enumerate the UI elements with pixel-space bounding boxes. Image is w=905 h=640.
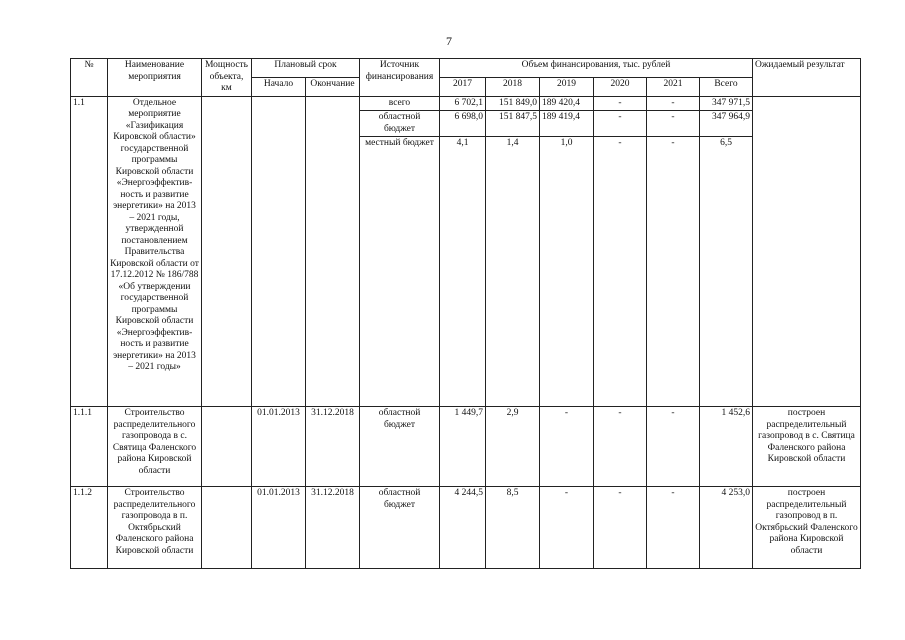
end-date: 31.12.2018 [306, 487, 360, 569]
table-row: 1.1.1 Строительство распределительного газопровода в с. Святица Фаленского района Кировской области 01.01.2013 31.12.2018 областной бюджет 1 449,7 2,9 - - - 1 452,6 построен распределительный газопровод в с. Святица Фаленского района Кировской области [71, 407, 861, 487]
source-cell: областной бюджет [360, 407, 440, 487]
start-date: 01.01.2013 [252, 487, 306, 569]
row-name: Отдельное мероприятие «Газификация Кировской области» государственной программы Кировской области «Энергоэффектив-ность и развитие энергетики» на 2013 – 2021 годы, утвержденной постановлением Правительства Кировской области от 17.12.2012 № 186/788 «Об утверждении государственной программы Кировской области «Энергоэффектив-ность и развитие энергетики» на 2013 – 2021 годы» [108, 96, 202, 407]
header-name: Наименование мероприятия [108, 59, 202, 97]
financing-table [70, 58, 861, 569]
header-term: Плановый срок [252, 59, 360, 78]
header-2019: 2019 [540, 78, 594, 96]
table-row: 1.1.2 Строительство распределительного газопровода в п. Октябрьский Фаленского района Кировской области 01.01.2013 31.12.2018 областной бюджет 4 244,5 8,5 - - - 4 253,0 построен распределительный газопровод в п. Октябрьский Фаленского района Кировской области [71, 487, 861, 569]
header-2018: 2018 [486, 78, 540, 96]
source-cell: местный бюджет [360, 137, 440, 407]
source-cell: областной бюджет [360, 487, 440, 569]
row-name: Строительство распределительного газопровода в с. Святица Фаленского района Кировской области [108, 407, 202, 487]
header-2021: 2021 [647, 78, 700, 96]
header-volume: Объем финансирования, тыс. рублей [440, 59, 753, 78]
source-cell: областной бюджет [360, 111, 440, 137]
header-start: Начало [252, 78, 306, 96]
page-number: 7 [446, 34, 452, 48]
row-num: 1.1.2 [71, 487, 108, 569]
row-num: 1.1.1 [71, 407, 108, 487]
row-name: Строительство распределительного газопровода в п. Октябрьский Фаленского района Кировской области [108, 487, 202, 569]
start-date: 01.01.2013 [252, 407, 306, 487]
table-row: местный бюджет 4,1 1,4 1,0 - - 6,5 [71, 137, 861, 407]
expected-result: построен распределительный газопровод в с. Святица Фаленского района Кировской области [753, 407, 861, 487]
row-num: 1.1 [71, 96, 108, 407]
table-row: областной бюджет 6 698,0 151 847,5 189 419,4 - - 347 964,9 [71, 111, 861, 137]
header-2017: 2017 [440, 78, 486, 96]
header-source: Источник финансирования [360, 59, 440, 97]
table-row: 1.1 Отдельное мероприятие «Газификация Кировской области» государственной программы Кировской области «Энергоэффектив-ность и развитие энергетики» на 2013 – 2021 годы, утвержденной постановлением Правительства Кировской области от 17.12.2012 № 186/788 «Об утверждении государственной программы Кировской области «Энергоэффектив-ность и развитие энергетики» на 2013 – 2021 годы» всего 6 702,1 151 849,0 189 420,4 - - 347 971,5 [71, 96, 861, 111]
header-end: Окончание [306, 78, 360, 96]
header-result: Ожидаемый результат [753, 59, 861, 97]
header-capacity: Мощность объекта, км [202, 59, 252, 97]
header-total: Всего [700, 78, 753, 96]
source-cell: всего [360, 96, 440, 111]
header-num: № [71, 59, 108, 97]
header-2020: 2020 [594, 78, 647, 96]
expected-result: построен распределительный газопровод в п. Октябрьский Фаленского района Кировской области [753, 487, 861, 569]
end-date: 31.12.2018 [306, 407, 360, 487]
